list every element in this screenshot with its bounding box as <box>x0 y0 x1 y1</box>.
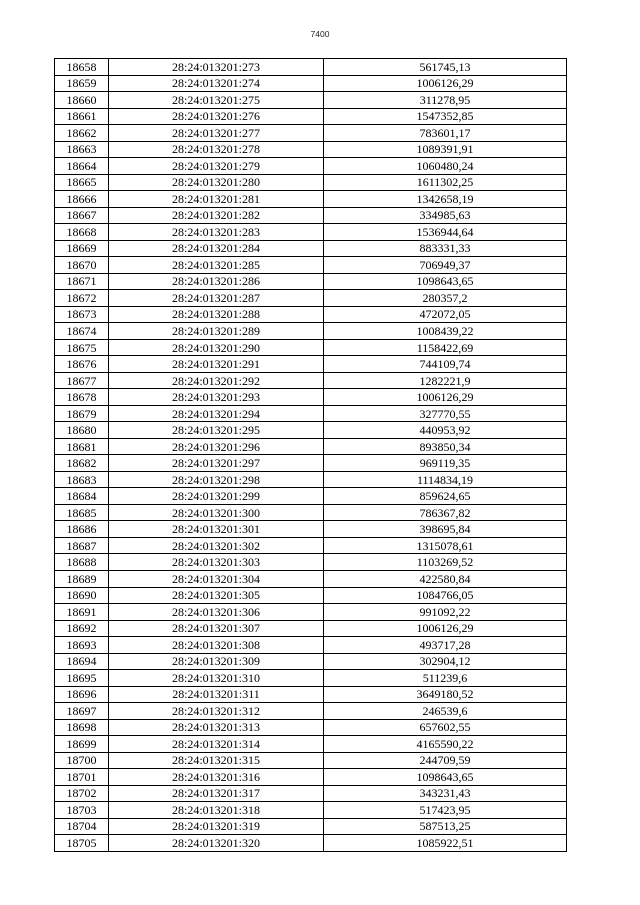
row-number-cell: 18690 <box>55 587 109 604</box>
row-number-cell: 18692 <box>55 620 109 637</box>
table-row <box>55 802 567 819</box>
cadastral-number-cell: 28:24:013201:290 <box>109 339 324 356</box>
row-number-cell: 18665 <box>55 174 109 191</box>
value-cell: 1060480,24 <box>324 158 567 175</box>
row-number-cell: 18683 <box>55 471 109 488</box>
value-cell: 1536944,64 <box>324 224 567 241</box>
row-number-cell: 18659 <box>55 75 109 92</box>
value-cell: 1098643,65 <box>324 769 567 786</box>
table-row <box>55 769 567 786</box>
row-number-cell: 18702 <box>55 785 109 802</box>
value-cell: 744109,74 <box>324 356 567 373</box>
table-row <box>55 620 567 637</box>
cadastral-number-cell: 28:24:013201:283 <box>109 224 324 241</box>
value-cell: 1006126,29 <box>324 75 567 92</box>
row-number-cell: 18704 <box>55 818 109 835</box>
cadastral-number-cell: 28:24:013201:297 <box>109 455 324 472</box>
table-row <box>55 92 567 109</box>
table-row <box>55 670 567 687</box>
cadastral-number-cell: 28:24:013201:314 <box>109 736 324 753</box>
table-row <box>55 191 567 208</box>
row-number-cell: 18693 <box>55 637 109 654</box>
table-row <box>55 174 567 191</box>
value-cell: 1315078,61 <box>324 537 567 554</box>
value-cell: 1006126,29 <box>324 389 567 406</box>
value-cell: 1114834,19 <box>324 471 567 488</box>
row-number-cell: 18696 <box>55 686 109 703</box>
cadastral-number-cell: 28:24:013201:280 <box>109 174 324 191</box>
cadastral-number-cell: 28:24:013201:309 <box>109 653 324 670</box>
table-row <box>55 504 567 521</box>
row-number-cell: 18670 <box>55 257 109 274</box>
row-number-cell: 18666 <box>55 191 109 208</box>
cadastral-number-cell: 28:24:013201:282 <box>109 207 324 224</box>
table-row <box>55 75 567 92</box>
row-number-cell: 18677 <box>55 372 109 389</box>
cadastral-number-cell: 28:24:013201:312 <box>109 703 324 720</box>
row-number-cell: 18674 <box>55 323 109 340</box>
table-row <box>55 488 567 505</box>
value-cell: 786367,82 <box>324 504 567 521</box>
row-number-cell: 18667 <box>55 207 109 224</box>
row-number-cell: 18687 <box>55 537 109 554</box>
row-number-cell: 18658 <box>55 59 109 76</box>
cadastral-number-cell: 28:24:013201:281 <box>109 191 324 208</box>
row-number-cell: 18698 <box>55 719 109 736</box>
value-cell: 859624,65 <box>324 488 567 505</box>
value-cell: 1089391,91 <box>324 141 567 158</box>
table-row <box>55 653 567 670</box>
value-cell: 883331,33 <box>324 240 567 257</box>
row-number-cell: 18695 <box>55 670 109 687</box>
row-number-cell: 18682 <box>55 455 109 472</box>
row-number-cell: 18664 <box>55 158 109 175</box>
value-cell: 1098643,65 <box>324 273 567 290</box>
table-body <box>55 59 567 852</box>
cadastral-number-cell: 28:24:013201:285 <box>109 257 324 274</box>
table-row <box>55 736 567 753</box>
cadastral-number-cell: 28:24:013201:318 <box>109 802 324 819</box>
value-cell: 706949,37 <box>324 257 567 274</box>
cadastral-number-cell: 28:24:013201:298 <box>109 471 324 488</box>
cadastral-number-cell: 28:24:013201:286 <box>109 273 324 290</box>
value-cell: 1084766,05 <box>324 587 567 604</box>
row-number-cell: 18678 <box>55 389 109 406</box>
table-row <box>55 537 567 554</box>
table-row <box>55 719 567 736</box>
cadastral-table <box>54 58 567 852</box>
cadastral-number-cell: 28:24:013201:291 <box>109 356 324 373</box>
value-cell: 3649180,52 <box>324 686 567 703</box>
row-number-cell: 18672 <box>55 290 109 307</box>
cadastral-number-cell: 28:24:013201:315 <box>109 752 324 769</box>
table-row <box>55 323 567 340</box>
table-row <box>55 686 567 703</box>
cadastral-number-cell: 28:24:013201:308 <box>109 637 324 654</box>
value-cell: 422580,84 <box>324 570 567 587</box>
table-row <box>55 637 567 654</box>
value-cell: 280357,2 <box>324 290 567 307</box>
cadastral-number-cell: 28:24:013201:313 <box>109 719 324 736</box>
row-number-cell: 18703 <box>55 802 109 819</box>
row-number-cell: 18680 <box>55 422 109 439</box>
table-row <box>55 306 567 323</box>
value-cell: 398695,84 <box>324 521 567 538</box>
value-cell: 246539,6 <box>324 703 567 720</box>
table-row <box>55 835 567 852</box>
table-row <box>55 356 567 373</box>
row-number-cell: 18697 <box>55 703 109 720</box>
value-cell: 1282221,9 <box>324 372 567 389</box>
value-cell: 311278,95 <box>324 92 567 109</box>
cadastral-number-cell: 28:24:013201:306 <box>109 604 324 621</box>
table-row <box>55 438 567 455</box>
value-cell: 561745,13 <box>324 59 567 76</box>
value-cell: 1611302,25 <box>324 174 567 191</box>
value-cell: 302904,12 <box>324 653 567 670</box>
cadastral-number-cell: 28:24:013201:301 <box>109 521 324 538</box>
value-cell: 1006126,29 <box>324 620 567 637</box>
cadastral-number-cell: 28:24:013201:305 <box>109 587 324 604</box>
cadastral-number-cell: 28:24:013201:300 <box>109 504 324 521</box>
value-cell: 327770,55 <box>324 405 567 422</box>
cadastral-number-cell: 28:24:013201:277 <box>109 125 324 142</box>
row-number-cell: 18705 <box>55 835 109 852</box>
value-cell: 517423,95 <box>324 802 567 819</box>
table-row <box>55 389 567 406</box>
cadastral-number-cell: 28:24:013201:311 <box>109 686 324 703</box>
cadastral-number-cell: 28:24:013201:303 <box>109 554 324 571</box>
cadastral-number-cell: 28:24:013201:307 <box>109 620 324 637</box>
table-row <box>55 240 567 257</box>
row-number-cell: 18679 <box>55 405 109 422</box>
cadastral-number-cell: 28:24:013201:319 <box>109 818 324 835</box>
value-cell: 472072,05 <box>324 306 567 323</box>
row-number-cell: 18689 <box>55 570 109 587</box>
value-cell: 511239,6 <box>324 670 567 687</box>
row-number-cell: 18661 <box>55 108 109 125</box>
cadastral-number-cell: 28:24:013201:296 <box>109 438 324 455</box>
table-row <box>55 521 567 538</box>
table-row <box>55 422 567 439</box>
row-number-cell: 18668 <box>55 224 109 241</box>
value-cell: 991092,22 <box>324 604 567 621</box>
row-number-cell: 18681 <box>55 438 109 455</box>
row-number-cell: 18663 <box>55 141 109 158</box>
table-row <box>55 818 567 835</box>
table-row <box>55 455 567 472</box>
value-cell: 343231,43 <box>324 785 567 802</box>
value-cell: 893850,34 <box>324 438 567 455</box>
table-row <box>55 141 567 158</box>
table-row <box>55 224 567 241</box>
table-row <box>55 604 567 621</box>
value-cell: 969119,35 <box>324 455 567 472</box>
value-cell: 440953,92 <box>324 422 567 439</box>
row-number-cell: 18676 <box>55 356 109 373</box>
row-number-cell: 18694 <box>55 653 109 670</box>
row-number-cell: 18685 <box>55 504 109 521</box>
table-row <box>55 471 567 488</box>
table-row <box>55 158 567 175</box>
value-cell: 4165590,22 <box>324 736 567 753</box>
cadastral-number-cell: 28:24:013201:276 <box>109 108 324 125</box>
table-row <box>55 570 567 587</box>
table-row <box>55 785 567 802</box>
value-cell: 783601,17 <box>324 125 567 142</box>
cadastral-number-cell: 28:24:013201:288 <box>109 306 324 323</box>
cadastral-number-cell: 28:24:013201:294 <box>109 405 324 422</box>
cadastral-number-cell: 28:24:013201:302 <box>109 537 324 554</box>
row-number-cell: 18688 <box>55 554 109 571</box>
value-cell: 1547352,85 <box>324 108 567 125</box>
cadastral-number-cell: 28:24:013201:304 <box>109 570 324 587</box>
value-cell: 1103269,52 <box>324 554 567 571</box>
cadastral-number-cell: 28:24:013201:289 <box>109 323 324 340</box>
table-row <box>55 108 567 125</box>
row-number-cell: 18686 <box>55 521 109 538</box>
cadastral-number-cell: 28:24:013201:273 <box>109 59 324 76</box>
cadastral-number-cell: 28:24:013201:287 <box>109 290 324 307</box>
row-number-cell: 18671 <box>55 273 109 290</box>
row-number-cell: 18684 <box>55 488 109 505</box>
cadastral-number-cell: 28:24:013201:274 <box>109 75 324 92</box>
value-cell: 1158422,69 <box>324 339 567 356</box>
value-cell: 1342658,19 <box>324 191 567 208</box>
table-row <box>55 207 567 224</box>
row-number-cell: 18675 <box>55 339 109 356</box>
row-number-cell: 18662 <box>55 125 109 142</box>
value-cell: 657602,55 <box>324 719 567 736</box>
cadastral-number-cell: 28:24:013201:292 <box>109 372 324 389</box>
table-row <box>55 339 567 356</box>
cadastral-number-cell: 28:24:013201:278 <box>109 141 324 158</box>
cadastral-number-cell: 28:24:013201:310 <box>109 670 324 687</box>
row-number-cell: 18660 <box>55 92 109 109</box>
page-number: 7400 <box>310 29 330 39</box>
cadastral-number-cell: 28:24:013201:284 <box>109 240 324 257</box>
cadastral-number-cell: 28:24:013201:316 <box>109 769 324 786</box>
value-cell: 244709,59 <box>324 752 567 769</box>
cadastral-number-cell: 28:24:013201:279 <box>109 158 324 175</box>
table-row <box>55 752 567 769</box>
cadastral-number-cell: 28:24:013201:320 <box>109 835 324 852</box>
table-row <box>55 273 567 290</box>
table-row <box>55 125 567 142</box>
row-number-cell: 18691 <box>55 604 109 621</box>
row-number-cell: 18673 <box>55 306 109 323</box>
row-number-cell: 18669 <box>55 240 109 257</box>
cadastral-number-cell: 28:24:013201:293 <box>109 389 324 406</box>
value-cell: 587513,25 <box>324 818 567 835</box>
table-row <box>55 372 567 389</box>
table-row <box>55 554 567 571</box>
row-number-cell: 18699 <box>55 736 109 753</box>
value-cell: 334985,63 <box>324 207 567 224</box>
cadastral-number-cell: 28:24:013201:275 <box>109 92 324 109</box>
row-number-cell: 18701 <box>55 769 109 786</box>
table-row <box>55 405 567 422</box>
value-cell: 1085922,51 <box>324 835 567 852</box>
table-row <box>55 257 567 274</box>
cadastral-number-cell: 28:24:013201:295 <box>109 422 324 439</box>
cadastral-number-cell: 28:24:013201:299 <box>109 488 324 505</box>
table-row <box>55 59 567 76</box>
table-row <box>55 587 567 604</box>
value-cell: 1008439,22 <box>324 323 567 340</box>
table-row <box>55 703 567 720</box>
value-cell: 493717,28 <box>324 637 567 654</box>
row-number-cell: 18700 <box>55 752 109 769</box>
table-row <box>55 290 567 307</box>
cadastral-number-cell: 28:24:013201:317 <box>109 785 324 802</box>
